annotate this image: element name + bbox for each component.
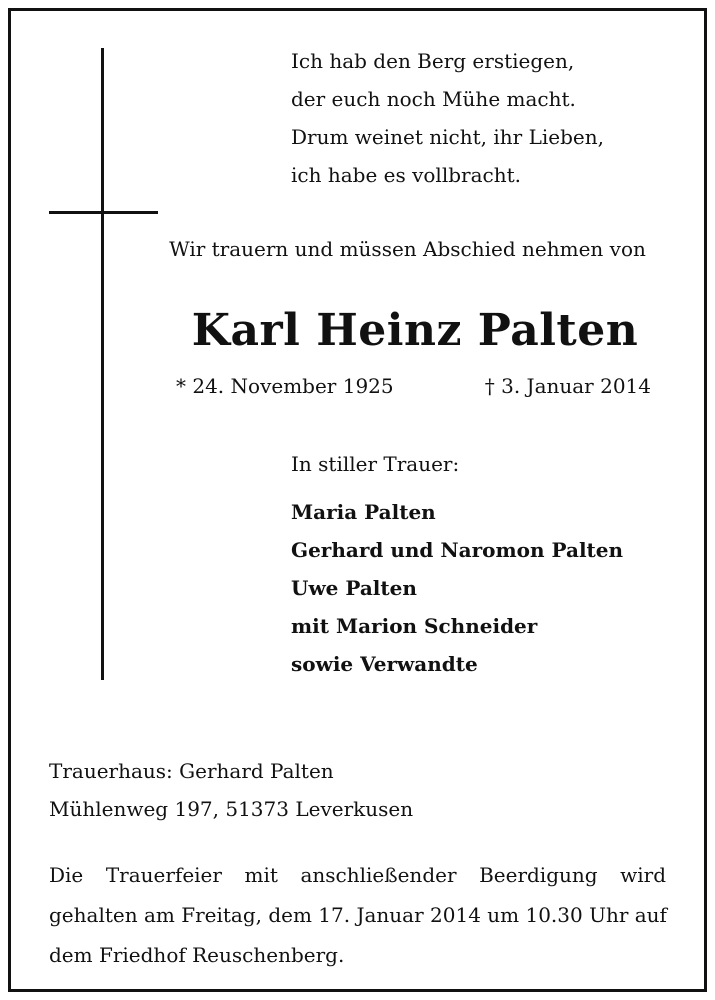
cross-vertical-bar bbox=[101, 48, 104, 680]
birth-date: * 24. November 1925 bbox=[176, 374, 394, 398]
intro-text: Wir trauern und müssen Abschied nehmen von bbox=[169, 237, 646, 261]
address-line: Trauerhaus: Gerhard Palten bbox=[49, 759, 334, 783]
mourners-label: In stiller Trauer: bbox=[291, 452, 460, 476]
death-date: † 3. Januar 2014 bbox=[484, 374, 651, 398]
poem-line: Ich hab den Berg erstiegen, bbox=[291, 49, 575, 73]
service-line: Die Trauerfeier mit anschließender Beerdigung wird bbox=[49, 863, 666, 887]
mourner-name: Gerhard und Naromon Palten bbox=[291, 538, 624, 562]
service-line: dem Friedhof Reuschenberg. bbox=[49, 943, 345, 967]
deceased-name: Karl Heinz Palten bbox=[191, 305, 639, 356]
cross-horizontal-bar bbox=[49, 211, 158, 214]
mourners-list bbox=[291, 493, 623, 683]
mourner-name: sowie Verwandte bbox=[291, 652, 478, 676]
poem-line: ich habe es vollbracht. bbox=[291, 163, 521, 187]
mourner-name: Maria Palten bbox=[291, 500, 436, 524]
poem-line: Drum weinet nicht, ihr Lieben, bbox=[291, 125, 604, 149]
service-line: gehalten am Freitag, dem 17. Januar 2014 um 10.30 Uhr auf bbox=[49, 903, 667, 927]
poem-line: der euch noch Mühe macht. bbox=[291, 87, 576, 111]
mourning-house-address bbox=[49, 752, 413, 828]
funeral-service-info bbox=[49, 855, 666, 975]
poem bbox=[291, 42, 604, 194]
mourner-name: mit Marion Schneider bbox=[291, 614, 538, 638]
mourner-name: Uwe Palten bbox=[291, 576, 417, 600]
address-line: Mühlenweg 197, 51373 Leverkusen bbox=[49, 797, 414, 821]
